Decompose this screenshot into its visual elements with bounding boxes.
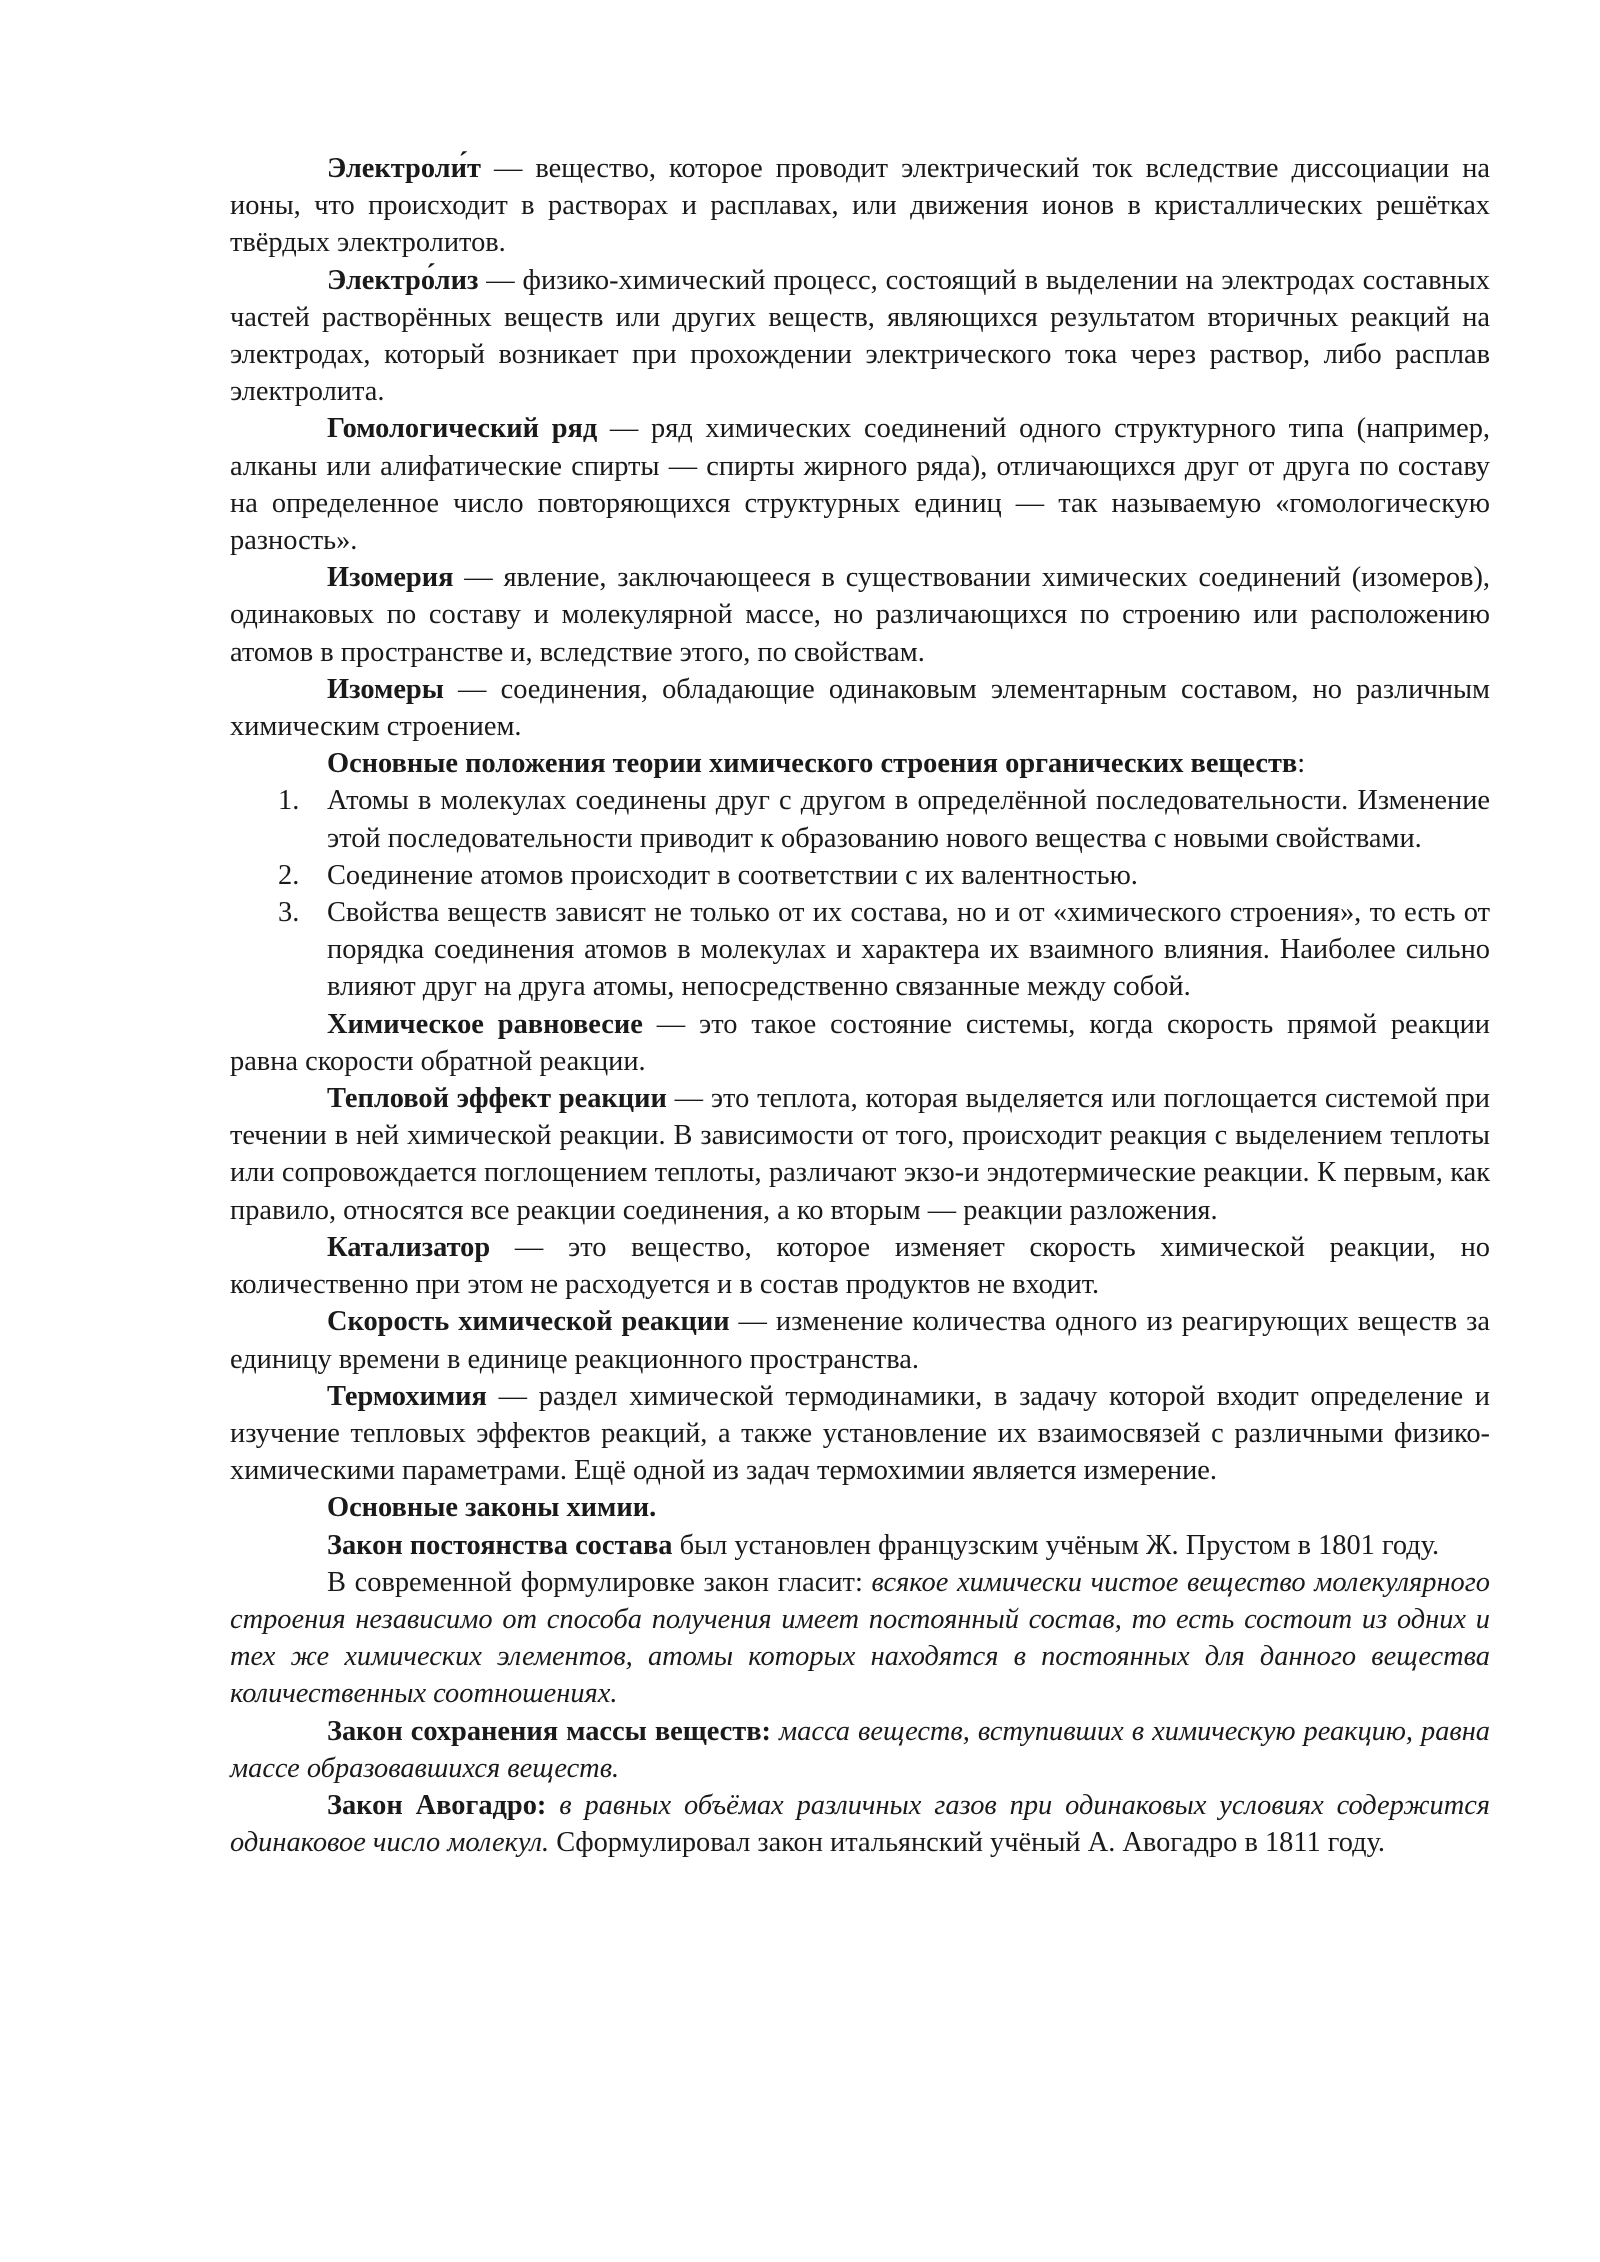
- term: Изомерия: [327, 562, 454, 594]
- term: Термохимия: [327, 1380, 487, 1412]
- list-item: [230, 782, 1490, 856]
- law-text: Сформулировал закон итальянский учёный А. Авогадро в 1811 году.: [549, 1827, 1386, 1859]
- list-item: [230, 894, 1490, 1006]
- definition-text: — это теплота, которая выделяется или поглощается системой при течении в ней химической реакции. В зависимости от того, происходит реакция с выделением теплоты или сопровождается поглощением теплоты, различают экзо-и эндотермические реакции. К первым, как правило, относятся все реакции соединения, а ко вторым — реакции разложения.: [230, 1083, 1490, 1226]
- term: Электроли́т: [327, 153, 481, 184]
- law-constancy: [230, 1527, 1490, 1564]
- law-modern-formulation: [230, 1564, 1490, 1713]
- law-mass-conservation: [230, 1713, 1490, 1787]
- definition-text: — это такое состояние системы, когда скорость прямой реакции равна скорости обратной реакции.: [230, 1008, 1490, 1077]
- list-number: 1.: [278, 785, 300, 817]
- term: Закон постоянства состава: [327, 1529, 673, 1561]
- list-item: [230, 857, 1490, 894]
- definition-thermochemistry: [230, 1378, 1490, 1490]
- list-item-text: Атомы в молекулах соединены друг с другом в определённой последовательности. Изменение этой последовательности приводит к образованию нового вещества с новыми свойствами.: [327, 785, 1490, 854]
- term: Скорость химической реакции: [327, 1306, 730, 1338]
- law-statement: в равных объёмах различных газов при одинаковых условиях содержится одинаковое число молекул.: [230, 1789, 1491, 1859]
- term: Гомологический ряд: [327, 413, 598, 445]
- term: Закон Авогадро:: [327, 1789, 547, 1821]
- definition-electrolysis: [230, 262, 1490, 411]
- term: Катализатор: [327, 1231, 491, 1263]
- definition-heat-effect: [230, 1080, 1490, 1229]
- list-item-text: Свойства веществ зависят не только от их состава, но и от «химического строения», то есть от порядка соединения атомов в молекулах и характера их взаимного влияния. Наиболее сильно влияют друг на друга атомы, непосредственно связанные между собой.: [327, 897, 1490, 1003]
- definition-homologous-series: [230, 410, 1490, 559]
- document-page: [230, 150, 1490, 1861]
- term: Электро́лиз: [327, 264, 479, 296]
- definition-text: — это вещество, которое изменяет скорость химической реакции, но количественно при этом не расходуется и в состав продуктов не входит.: [230, 1231, 1490, 1301]
- term: Тепловой эффект реакции: [327, 1083, 667, 1115]
- theory-heading: [230, 745, 1490, 782]
- list-number: 2.: [278, 859, 300, 891]
- section-heading: Основные законы химии.: [327, 1492, 657, 1524]
- term: Изомеры: [327, 673, 444, 705]
- term: Химическое равновесие: [327, 1008, 643, 1040]
- definition-text: — физико-химический процесс, состоящий в выделении на электродах составных частей растворённых веществ или других веществ, являющихся результатом вторичных реакций на электродах, который возникает при прохождении электрического тока через раствор, либо расплав электролита.: [230, 264, 1490, 408]
- list-item-text: Соединение атомов происходит в соответствии с их валентностью.: [327, 859, 1138, 891]
- definition-text: — соединения, обладающие одинаковым элементарным составом, но различным химическим строением.: [230, 673, 1490, 743]
- law-text: был установлен французским учёным Ж. Прустом в 1801 году.: [672, 1529, 1440, 1561]
- definition-text: — ряд химических соединений одного структурного типа (например, алканы или алифатические спирты — спирты жирного ряда), отличающихся друг от друга по составу на определенное число повторяющихся структурных единиц — так называемую «гомологическую разность».: [230, 413, 1491, 557]
- list-number: 3.: [278, 897, 300, 929]
- law-statement: масса веществ, вступивших в химическую реакцию, равна массе образовавшихся веществ.: [230, 1715, 1490, 1784]
- definition-isomers: [230, 671, 1490, 745]
- definition-reaction-rate: [230, 1303, 1490, 1377]
- heading-suffix: :: [1297, 748, 1306, 780]
- laws-heading: [230, 1489, 1490, 1526]
- term: Закон сохранения массы веществ:: [327, 1715, 771, 1747]
- law-avogadro: [230, 1787, 1490, 1861]
- definition-text: — изменение количества одного из реагирующих веществ за единицу времени в единице реакционного пространства.: [230, 1306, 1490, 1375]
- section-heading: Основные положения теории химического строения органических веществ: [327, 748, 1298, 780]
- definition-text: — явление, заключающееся в существовании химических соединений (изомеров), одинаковых по составу и молекулярной массе, но различающихся по строению или расположению атомов в пространстве и, вследствие этого, по свойствам.: [230, 562, 1490, 668]
- definition-text: — вещество, которое проводит электрический ток вследствие диссоциации на ионы, что происходит в растворах и расплавах, или движения ионов в кристаллических решётках твёрдых электролитов.: [230, 153, 1490, 259]
- definition-chemical-equilibrium: [230, 1006, 1490, 1080]
- definition-text: — раздел химической термодинамики, в задачу которой входит определение и изучение тепловых эффектов реакций, а также установление их взаимосвязей с различными физико-химическими параметрами. Ещё одной из задач термохимии является измерение.: [230, 1380, 1490, 1487]
- law-lead: В современной формулировке закон гласит:: [327, 1566, 872, 1598]
- definition-catalyst: [230, 1229, 1490, 1303]
- theory-list: [230, 782, 1490, 1005]
- definition-isomerism: [230, 559, 1490, 671]
- definition-electrolyte: [230, 150, 1490, 262]
- law-statement: всякое химически чистое вещество молекулярного строения независимо от способа получения имеет постоянный состав, то есть состоит из одних и тех же химических элементов, атомы которых находятся в постоянных для данного вещества количественных соотношениях.: [230, 1566, 1490, 1710]
